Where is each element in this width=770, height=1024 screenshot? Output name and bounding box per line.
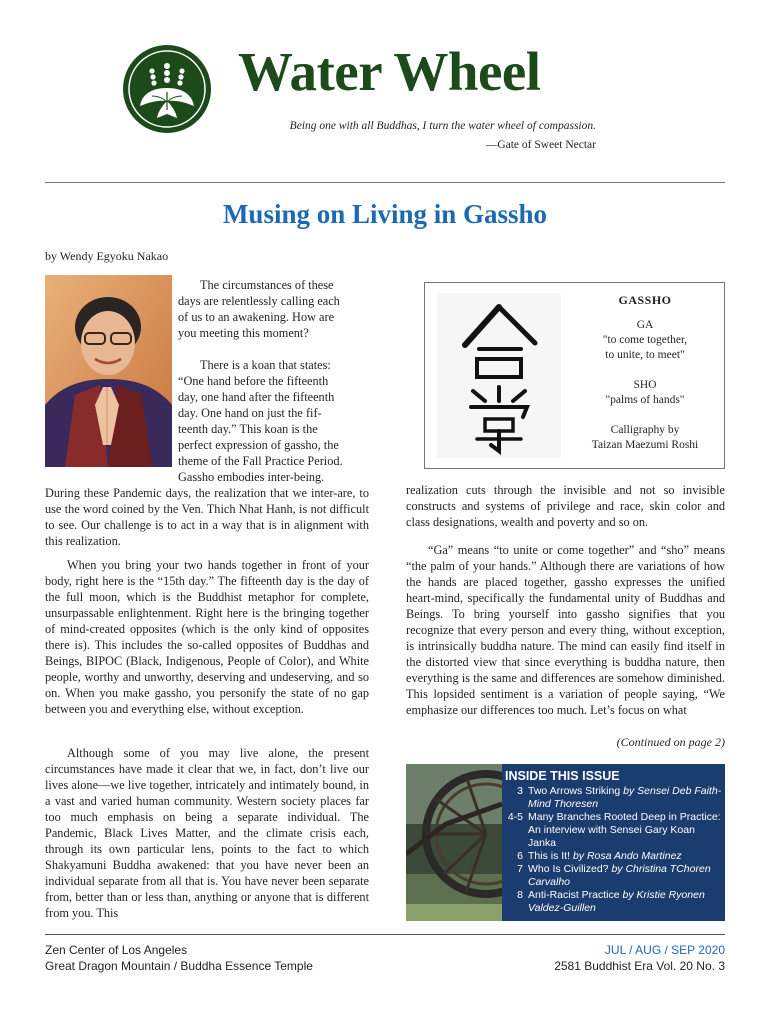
paragraph-1: The circumstances of these days are relentlessly calling each of us to an awakening. How are you meeting this moment? <box>178 278 340 340</box>
article-headline: Musing on Living in Gassho <box>222 199 548 229</box>
author-photo <box>45 275 172 467</box>
byline: by Wendy Egyoku Nakao <box>45 249 169 263</box>
issue-volume: 2581 Buddhist Era Vol. 20 No. 3 <box>554 959 725 973</box>
footer-right <box>420 942 725 974</box>
gassho-calligraphy <box>437 293 561 458</box>
masthead-tagline: Being one with all Buddhas, I turn the water wheel of compassion. <box>289 120 596 132</box>
divider-bottom <box>45 934 725 935</box>
paragraph-5: realization cuts through the invisible and not so invisible constructs and systems of privilege and race, skin color and class designations, wealth and poverty and so on. <box>406 483 725 529</box>
gassho-heading: GASSHO <box>618 293 672 307</box>
footer-temple: Great Dragon Mountain / Buddha Essence Temple <box>45 959 313 973</box>
tagline-source: —Gate of Sweet Nectar <box>485 139 596 151</box>
gassho-definitions <box>565 293 725 453</box>
toc-item[interactable]: 4-5 Many Branches Rooted Deep in Practice: An interview with Sensei Gary Koan Janka <box>507 811 721 849</box>
paulownia-crest-icon <box>122 44 212 134</box>
masthead-title: Water Wheel <box>238 41 541 102</box>
paragraph-3: When you bring your two hands together in front of your body, right here is the “15th day.” The fifteenth day is the day of the full moon, which is the Buddhist metaphor for complete, unsurpassable enlightenment. Right here is the bringing together of mind-created opposites (which is the only kind of opposites there is). This includes the so-called opposites of Buddhas and Beings, BIPOC (Black, Indigenous, People of Color), and White people, worthy and unworthy, deserving and undeserving, and so on. When you make gassho, you personify the state of no gap between you and everything else, without exception. <box>45 558 369 716</box>
gassho-box <box>424 282 725 469</box>
ga-definition: GA "to come together, to unite, to meet" <box>602 319 688 361</box>
continued-link[interactable]: (Continued on page 2) <box>616 735 725 749</box>
sho-definition: SHO "palms of hands" <box>605 379 685 406</box>
issue-dates: JUL / AUG / SEP 2020 <box>604 943 725 957</box>
paragraph-2-top: There is a koan that states: “One hand before the fifteenth day, one hand after the fifteenth day. One hand on just the fif- teenth day.” This koan is the perfect expression of gassho, the theme of the Fall Practice Period. Gassho embodies inter-being. <box>178 358 343 484</box>
toc-list <box>502 785 725 915</box>
water-wheel-photo <box>406 764 502 921</box>
divider-top <box>45 182 725 183</box>
footer-org: Zen Center of Los Angeles <box>45 943 188 957</box>
toc-item[interactable]: 8 Anti-Racist Practice by Kristie Ryonen Valdez-Guillen <box>517 889 705 914</box>
toc-item[interactable]: 7 Who Is Civilized? by Christina TChoren Carvalho <box>517 863 711 888</box>
paragraph-6: “Ga” means “to unite or come together” and “sho” means “the palm of your hands.” Although there are variations of how the hands are placed together, gassho expresses the unified heart-mind, specifically the fundamental unity of Buddhas and Beings. To bring yourself into gassho signifies that you recognize that every person and every thing, without exception, is intrinsically buddha nature. The mind can easily find itself in the distorted view that since everything is buddha nature, then everything is the same and differences are somehow diminished. This lopsided sentiment is a variation of people saying, “We emphasize our differences too much. Let’s focus on what <box>406 543 725 717</box>
toc-item[interactable]: 3 Two Arrows Striking by Sensei Deb Faith-Mind Thoresen <box>517 785 722 810</box>
inside-title: INSIDE THIS ISSUE <box>505 769 620 783</box>
paragraph-2-rest: During these Pandemic days, the realization that we inter-are, to use the word coined by the Ven. Thich Nhat Hanh, is not difficult to see. Our challenge is to act in a way that is in alignment with this realization. <box>45 486 369 548</box>
calligraphy-credit: Calligraphy by Taizan Maezumi Roshi <box>591 424 699 451</box>
footer-left <box>45 942 313 974</box>
toc-item[interactable]: 6 This is It! by Rosa Ando Martinez <box>517 850 682 862</box>
inside-this-issue <box>406 764 725 921</box>
paragraph-4: Although some of you may live alone, the present circumstances have made it clear that we, in fact, don’t live our lives alone—we live together, intricately and intimately bound, in a vast and varied human community. Western society places far too much emphasis on being a separate individual. The Pandemic, Black Lives Matter, and the climate crisis each, through its own particular lens, points to the fact to which Shakyamuni Buddha awakened: that you have never been an individual separate from all that is. You have never been separate from, better than or less than, anything or anyone that is different from you. This <box>45 746 369 920</box>
